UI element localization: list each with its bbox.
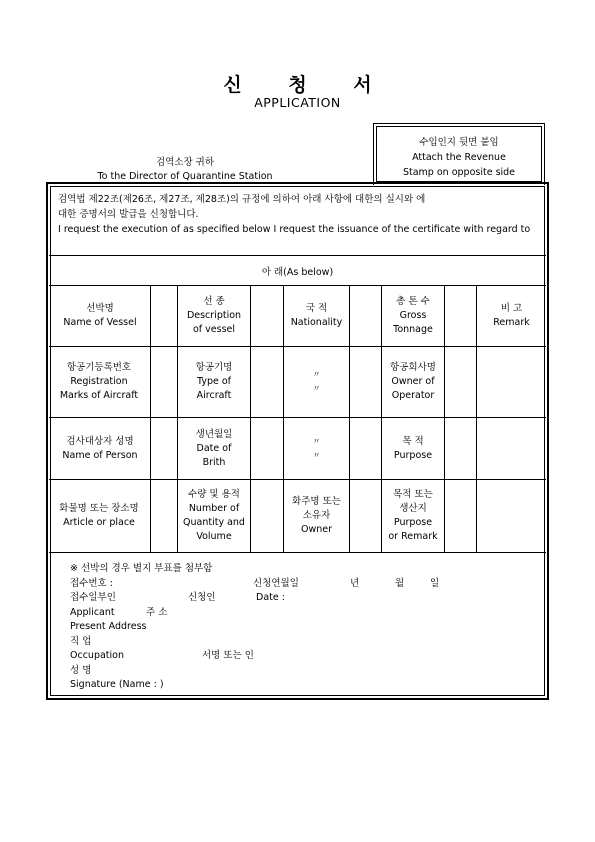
addressee-english: To the Director of Quarantine Station [97, 171, 273, 182]
ditto-marks [284, 418, 349, 479]
label-ko: 목적 또는 [393, 489, 433, 500]
addressee-korean: 검역소장 귀하 [155, 157, 215, 168]
field-remark [477, 286, 546, 346]
as-below-heading: 아 래(As below) [261, 267, 334, 278]
label-ko: 비 고 [500, 303, 523, 314]
intro-english: I request the execution of as specified below I request the issuance of the certificate with regard to [58, 224, 531, 235]
label-ko: 목 적 [402, 435, 424, 447]
label-ko: 총 톤 수 [396, 296, 430, 307]
ditto-mark: 〃 [312, 370, 321, 379]
label-en: of vessel [192, 324, 236, 335]
field-person-name [50, 418, 150, 479]
attachment-note: ※ 선박의 경우 별지 부표를 첨부함 [70, 563, 213, 574]
label-en: Type of [197, 376, 231, 387]
field-article-or-place [48, 480, 150, 552]
addressee [60, 156, 310, 184]
ditto-marks [284, 347, 349, 417]
occupation-korean-label: 직 업 [70, 635, 92, 647]
receipt-number-label: 접수번호 : [70, 577, 113, 589]
label-ko: 소유자 [302, 510, 331, 521]
rule-row-4 [49, 552, 546, 553]
present-address-label: Present Address [70, 621, 147, 632]
date-english-label: Date : [256, 592, 285, 603]
ditto-mark: 〃 [312, 436, 321, 446]
grid-col-line [444, 285, 445, 552]
intro-korean-line-1: 검역법 제22조(제26조, 제27조, 제28조)의 규정에 의하여 아래 사항에 대한의 실시와 에 [58, 194, 426, 205]
application-date-label: 신청연월일 [253, 577, 299, 589]
title-english: APPLICATION [254, 95, 341, 110]
receipt-date-stamp-label: 접수일부인 [70, 592, 116, 603]
label-en: Owner [300, 524, 333, 535]
stamp-line-2: Attach the Revenue [412, 152, 506, 163]
field-owner [284, 480, 349, 552]
field-aircraft-operator [382, 347, 444, 417]
sign-or-seal-label: 서명 또는 인 [202, 650, 254, 661]
label-ko: 국 적 [305, 303, 328, 314]
signature-label: Signature (Name : ) [70, 679, 164, 690]
label-en: Gross [399, 310, 427, 321]
label-en: Marks of Aircraft [59, 390, 139, 401]
field-aircraft-registration [48, 347, 150, 417]
label-en: Description [186, 310, 242, 321]
label-ko: 항공기명 [195, 362, 233, 373]
stamp-line-1: 수입인지 뒷면 붙임 [419, 137, 499, 148]
label-en: Article or place [63, 517, 135, 528]
label-en: Remark [493, 317, 530, 328]
field-name-of-vessel [50, 286, 150, 346]
occupation-english-label: Occupation [70, 650, 124, 661]
grid-col-line [250, 285, 251, 552]
label-en: Nationality [290, 317, 343, 328]
label-ko: 생산지 [399, 503, 427, 514]
label-en: Name of Vessel [63, 317, 137, 328]
label-en: or Remark [388, 531, 438, 542]
label-ko: 항공기등록번호 [66, 362, 132, 373]
label-en: Purpose [393, 449, 433, 461]
month-label: 월 [395, 577, 405, 589]
label-en: Volume [196, 531, 232, 542]
ditto-mark: 〃 [312, 450, 321, 460]
label-en: Number of [188, 503, 240, 514]
label-ko: 수량 및 용적 [188, 489, 240, 500]
applicant-korean-label: 신청인 [188, 592, 216, 603]
field-vessel-description [178, 286, 250, 346]
label-en: Registration [70, 376, 128, 387]
field-purpose-or-remark [382, 480, 444, 552]
label-en: Tonnage [393, 324, 433, 335]
label-ko: 화주명 또는 [292, 496, 341, 507]
applicant-english-label: Applicant [70, 606, 115, 618]
day-label: 일 [430, 577, 440, 589]
label-ko: 선박명 [86, 303, 114, 314]
label-ko: 선 종 [203, 296, 225, 307]
field-date-of-birth [178, 418, 250, 479]
name-korean-label: 성 명 [70, 664, 92, 676]
label-ko: 화물명 또는 장소명 [59, 503, 139, 514]
label-en: Quantity and [183, 517, 245, 528]
field-nationality [284, 286, 349, 346]
grid-col-line [150, 285, 151, 552]
label-en: Name of Person [62, 449, 138, 461]
intro-statement [58, 192, 538, 237]
label-en: Purpose [393, 517, 433, 528]
address-korean-label: 주 소 [146, 606, 168, 618]
label-ko: 항공회사명 [390, 362, 436, 373]
year-label: 년 [350, 577, 360, 589]
label-ko: 생년월일 [195, 428, 233, 440]
intro-korean-line-2: 대한 증명서의 발급을 신청합니다. [58, 209, 199, 220]
field-quantity-volume [178, 480, 250, 552]
label-en: Owner of [391, 376, 435, 387]
label-en: Operator [391, 390, 435, 401]
label-en: Date of [196, 442, 232, 454]
field-purpose [382, 418, 444, 479]
stamp-line-3: Stamp on opposite side [402, 167, 516, 178]
revenue-stamp-box [376, 126, 542, 182]
ditto-mark: 〃 [312, 384, 321, 393]
label-ko: 검사대상자 성명 [66, 435, 134, 447]
title-korean: 신 청 서 [223, 74, 392, 96]
label-en: Brith [202, 456, 226, 468]
field-aircraft-type [178, 347, 250, 417]
rule-after-intro [49, 255, 546, 256]
grid-col-line [349, 285, 350, 552]
field-gross-tonnage [382, 286, 444, 346]
label-en: Aircraft [196, 390, 232, 401]
